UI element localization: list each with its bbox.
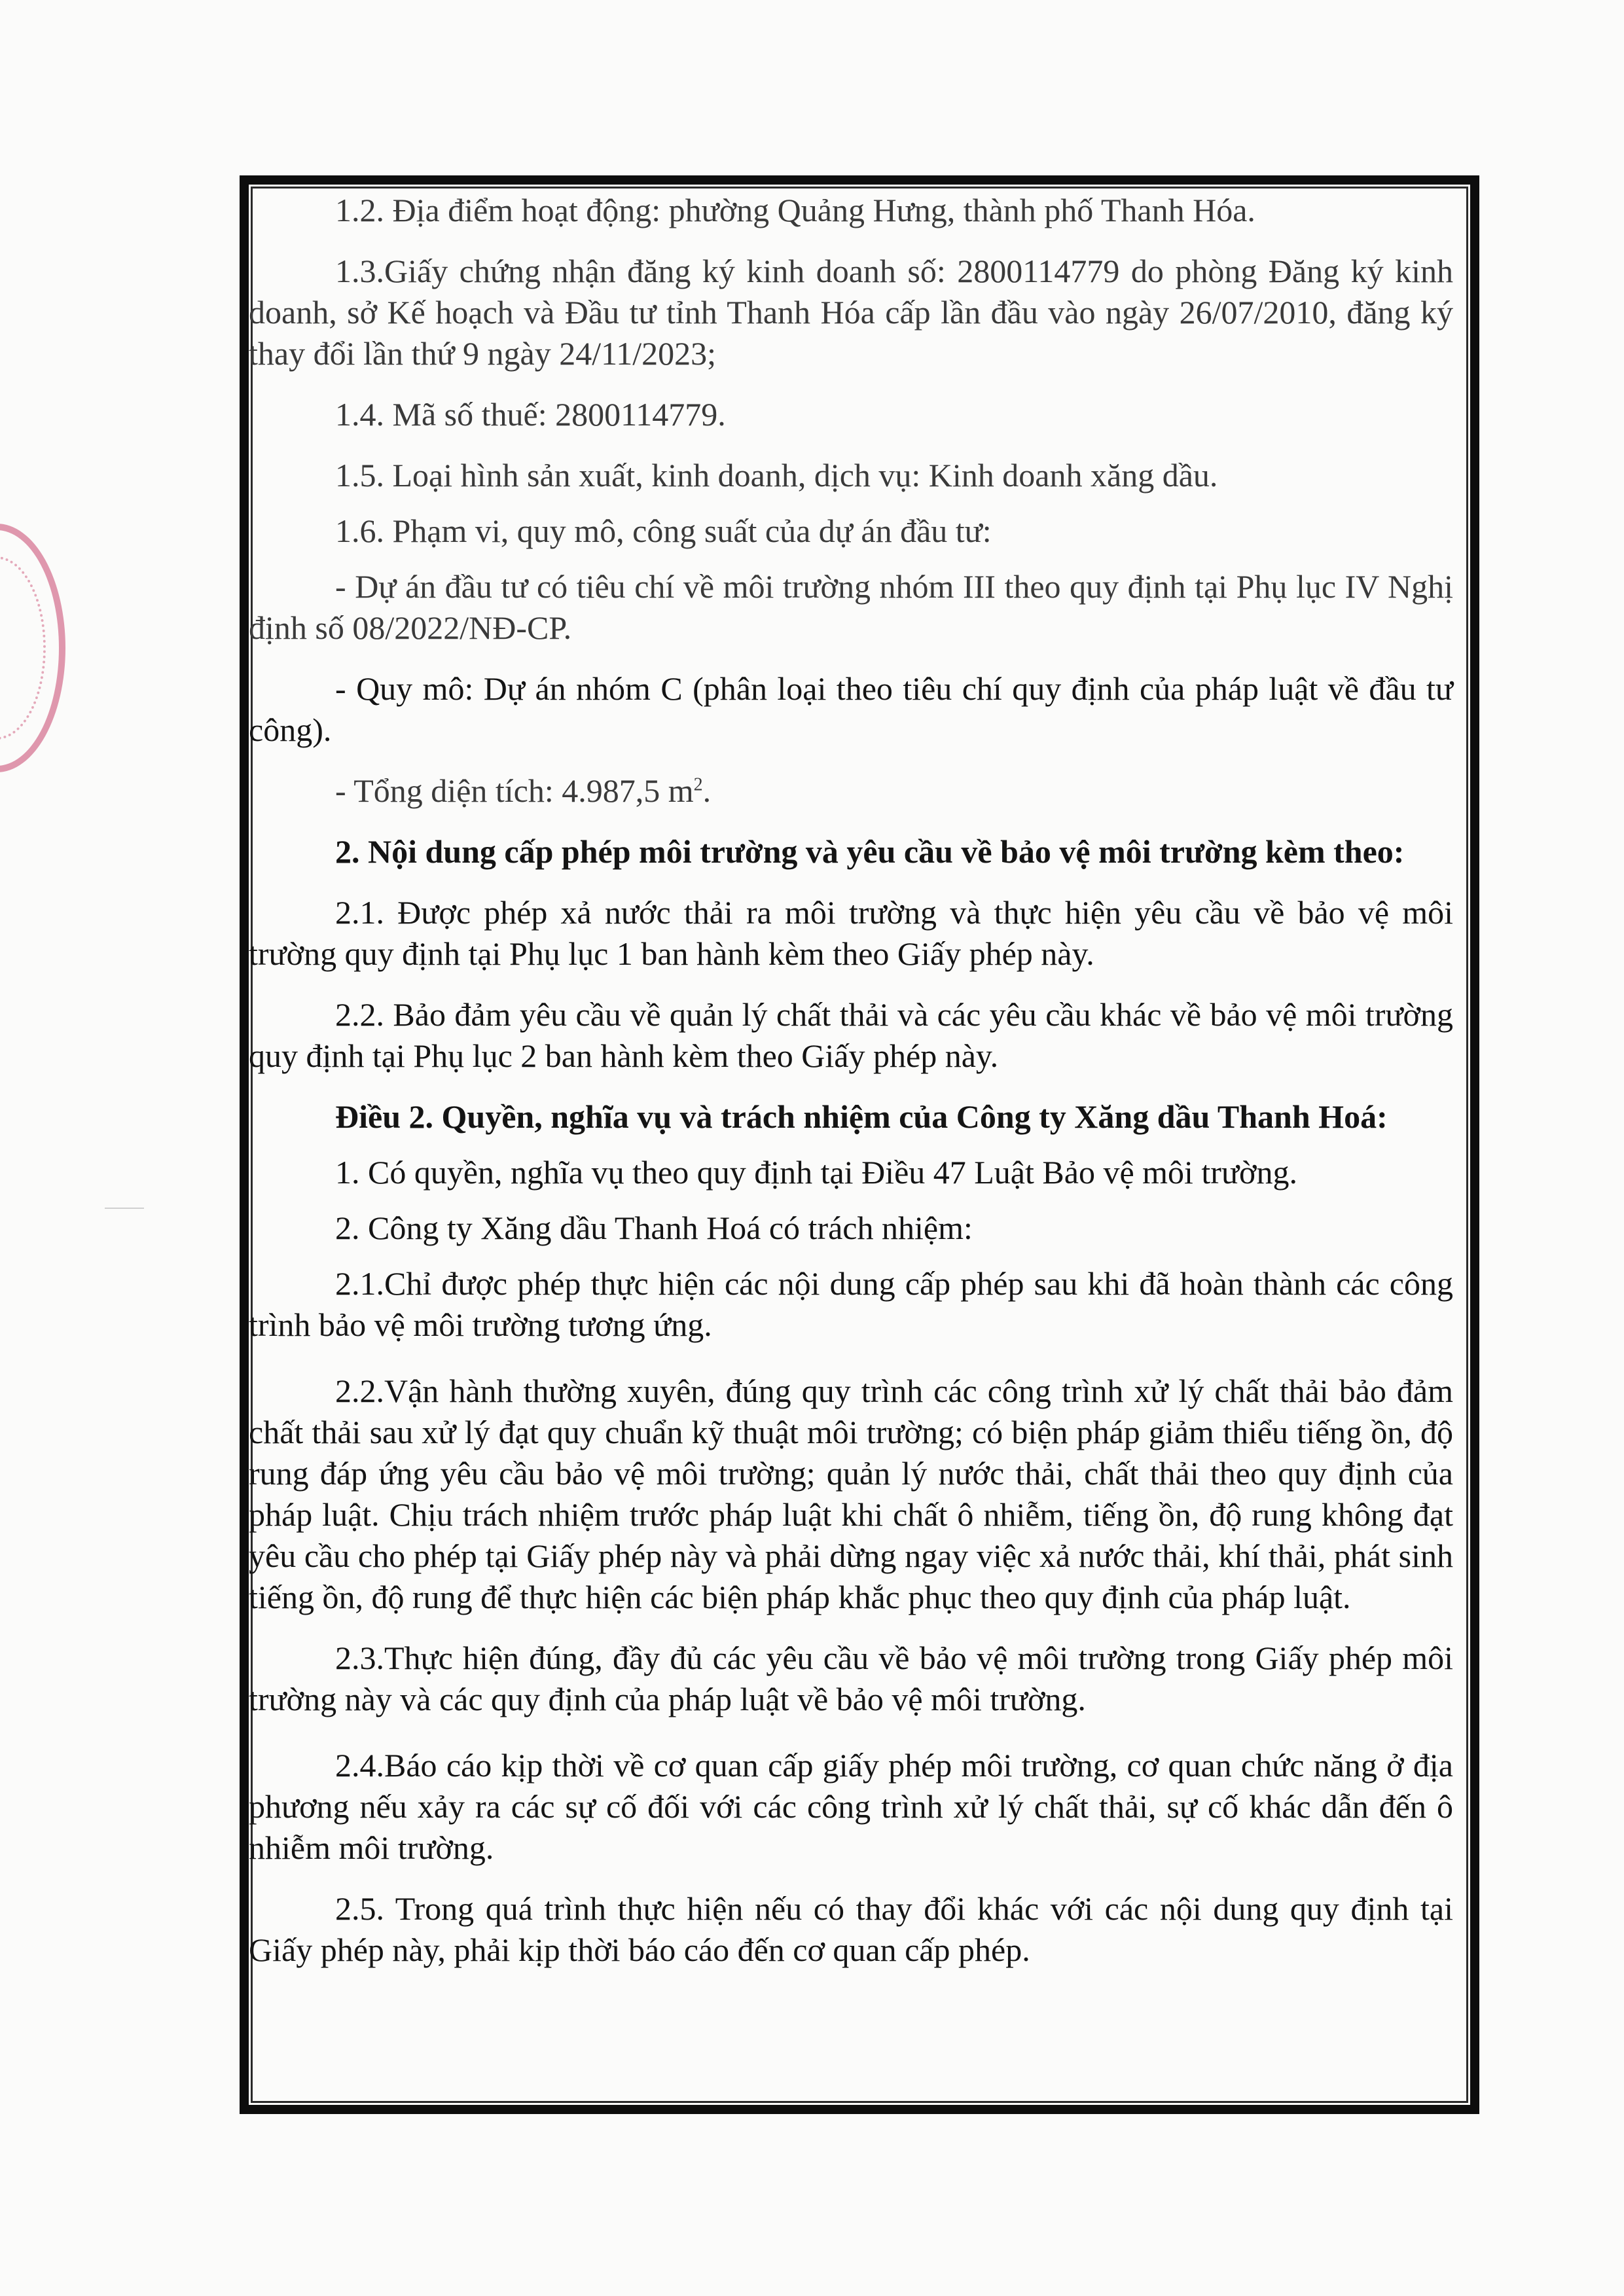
article-2-item-2-3: 2.3.Thực hiện đúng, đầy đủ các yêu cầu về bảo vệ môi trường trong Giấy phép môi trường này và các quy định của pháp luật về bảo vệ môi trường. <box>249 1640 1453 1717</box>
article-2-item-2-1: 2.1.Chỉ được phép thực hiện các nội dung cấp phép sau khi đã hoàn thành các công trình bảo vệ môi trường tương ứng. <box>249 1265 1453 1343</box>
article-2-item-2-2: 2.2.Vận hành thường xuyên, đúng quy trình các công trình xử lý chất thải bảo đảm chất thải sau xử lý đạt quy chuẩn kỹ thuật môi trường; có biện pháp giảm thiểu tiếng ồn, độ rung đáp ứng yêu cầu bảo vệ môi trường; quản lý nước thải, chất thải theo quy định của pháp luật. Chịu trách nhiệm trước pháp luật khi chất ô nhiễm, tiếng ồn, độ rung không đạt yêu cầu cho phép tại Giấy phép này và phải dừng ngay việc xả nước thải, khí thải, phát sinh tiếng ồn, độ rung để thực hiện các biện pháp khắc phục theo quy định của pháp luật. <box>249 1372 1453 1615</box>
article-2-item-1: 1. Có quyền, nghĩa vụ theo quy định tại Điều 47 Luật Bảo vệ môi trường. <box>335 1154 1297 1191</box>
bullet-total-area <box>249 770 1453 812</box>
item-1-4: 1.4. Mã số thuế: 2800114779. <box>335 396 726 433</box>
bullet-environment-group: - Dự án đầu tư có tiêu chí về môi trường nhóm III theo quy định tại Phụ lục IV Nghị định số 08/2022/NĐ-CP. <box>249 568 1453 646</box>
item-1-5: 1.5. Loại hình sản xuất, kinh doanh, dịch vụ: Kinh doanh xăng dầu. <box>335 457 1218 493</box>
total-area-period: . <box>702 772 712 809</box>
area-unit-exponent: 2 <box>693 774 703 795</box>
item-1-6: 1.6. Phạm vi, quy mô, công suất của dự án đầu tư: <box>335 512 992 549</box>
article-2-item-2-4: 2.4.Báo cáo kịp thời về cơ quan cấp giấy phép môi trường, cơ quan chức năng ở địa phương nếu xảy ra các sự cố đối với các công trình xử lý chất thải, sự cố khác dẫn đến ô nhiễm môi trường. <box>249 1747 1453 1866</box>
article-2-item-2: 2. Công ty Xăng dầu Thanh Hoá có trách nhiệm: <box>335 1210 973 1246</box>
total-area-text: - Tổng diện tích: 4.987,5 m <box>335 772 694 809</box>
item-1-3: 1.3.Giấy chứng nhận đăng ký kinh doanh số: 2800114779 do phòng Đăng ký kinh doanh, sở Kế hoạch và Đầu tư tỉnh Thanh Hóa cấp lần đầu vào ngày 26/07/2010, đăng ký thay đổi lần thứ 9 ngày 24/11/2023; <box>249 253 1453 372</box>
article-2-heading: Điều 2. Quyền, nghĩa vụ và trách nhiệm của Công ty Xăng dầu Thanh Hoá: <box>335 1098 1388 1135</box>
bullet-project-scale: - Quy mô: Dự án nhóm C (phân loại theo tiêu chí quy định của pháp luật về đầu tư công). <box>249 670 1453 748</box>
margin-mark <box>105 1208 144 1209</box>
section-2-heading: 2. Nội dung cấp phép môi trường và yêu cầu về bảo vệ môi trường kèm theo: <box>335 833 1405 870</box>
article-2-item-2-5: 2.5. Trong quá trình thực hiện nếu có thay đổi khác với các nội dung quy định tại Giấy phép này, phải kịp thời báo cáo đến cơ quan cấp phép. <box>249 1890 1453 1968</box>
item-2-1-discharge: 2.1. Được phép xả nước thải ra môi trường và thực hiện yêu cầu về bảo vệ môi trường quy định tại Phụ lục 1 ban hành kèm theo Giấy phép này. <box>249 894 1453 972</box>
item-2-2-waste-management: 2.2. Bảo đảm yêu cầu về quản lý chất thải và các yêu cầu khác về bảo vệ môi trường quy định tại Phụ lục 2 ban hành kèm theo Giấy phép này. <box>249 996 1453 1074</box>
item-1-2: 1.2. Địa điểm hoạt động: phường Quảng Hưng, thành phố Thanh Hóa. <box>335 192 1255 228</box>
document-body <box>249 190 1453 1971</box>
